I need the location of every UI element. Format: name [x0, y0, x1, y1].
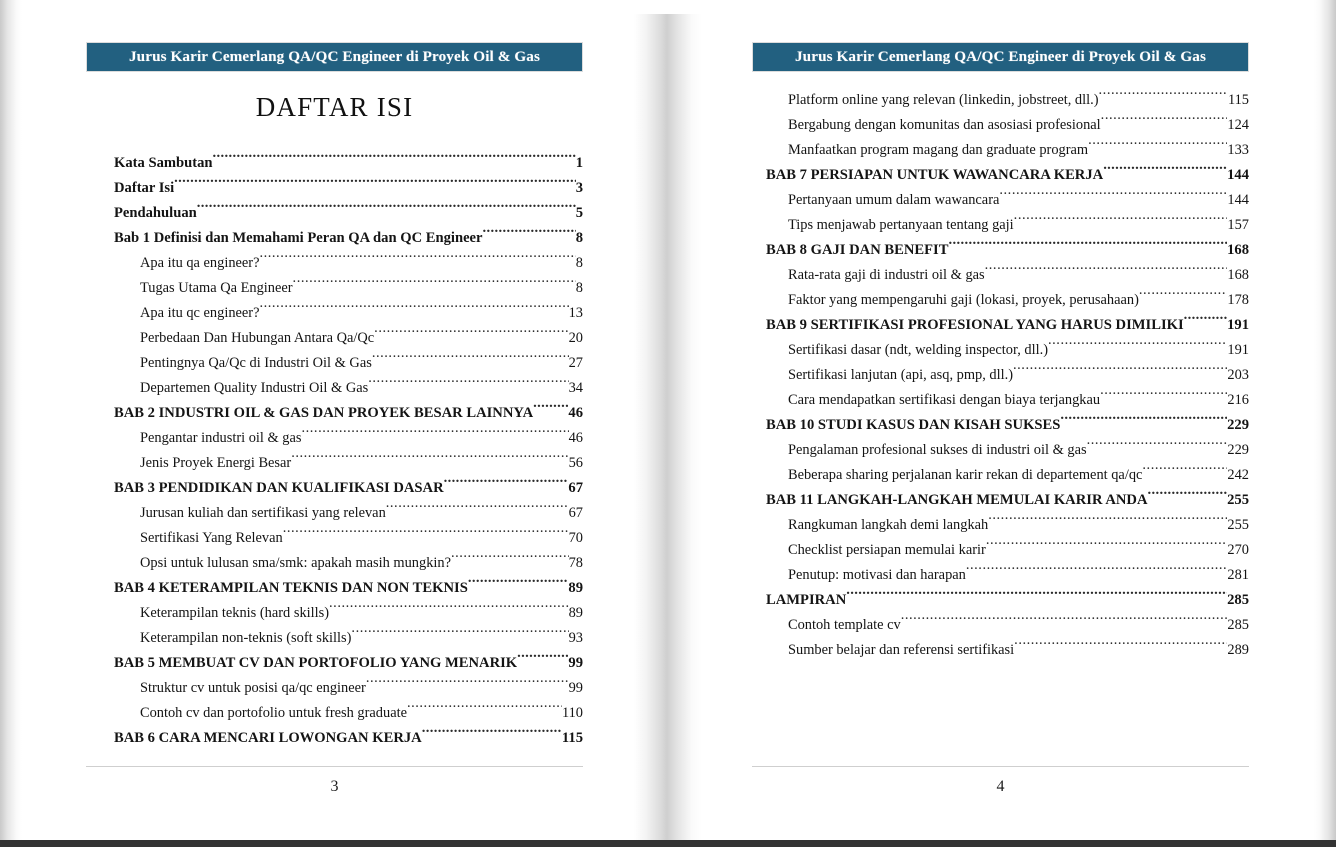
toc-entry[interactable] — [86, 251, 583, 276]
toc-entry-label: BAB 3 PENDIDIKAN DAN KUALIFIKASI DASAR — [114, 480, 444, 496]
toc-entry-page-number: 89 — [568, 580, 583, 596]
toc-entry-leader-dots — [483, 226, 576, 242]
toc-entry-label: Keterampilan non-teknis (soft skills) — [140, 630, 352, 646]
toc-entry-label: Sertifikasi dasar (ndt, welding inspector, dll.) — [788, 342, 1048, 358]
toc-entry[interactable] — [752, 438, 1249, 463]
toc-entry-page-number: 115 — [561, 730, 583, 746]
toc-entry[interactable] — [752, 513, 1249, 538]
toc-entry-label: Daftar Isi — [114, 180, 175, 196]
toc-entry-label: BAB 5 MEMBUAT CV DAN PORTOFOLIO YANG MENARIK — [114, 655, 518, 671]
toc-entry-page-number: 56 — [568, 455, 583, 471]
toc-entry-label: Sertifikasi Yang Relevan — [140, 530, 283, 546]
toc-entry-leader-dots — [1184, 313, 1227, 329]
toc-entry[interactable] — [752, 363, 1249, 388]
toc-entry-leader-dots — [1087, 438, 1228, 454]
toc-entry-label: BAB 6 CARA MENCARI LOWONGAN KERJA — [114, 730, 422, 746]
toc-entry[interactable] — [752, 288, 1249, 313]
toc-entry[interactable] — [752, 563, 1249, 588]
page-right — [668, 0, 1336, 840]
toc-entry-leader-dots — [422, 726, 562, 742]
toc-entry-label: BAB 7 PERSIAPAN UNTUK WAWANCARA KERJA — [766, 167, 1104, 183]
toc-entry-page-number: 191 — [1227, 317, 1249, 333]
toc-entry[interactable] — [86, 351, 583, 376]
toc-entry-page-number: 285 — [1227, 592, 1249, 608]
toc-entry-page-number: 133 — [1227, 142, 1249, 158]
toc-entry-label: Pertanyaan umum dalam wawancara — [788, 192, 1000, 208]
toc-entry-label: Struktur cv untuk posisi qa/qc engineer — [140, 680, 366, 696]
toc-entry-label: BAB 11 LANGKAH-LANGKAH MEMULAI KARIR ANDA — [766, 492, 1148, 508]
toc-entry-page-number: 67 — [568, 505, 583, 521]
toc-entry-page-number: 203 — [1227, 367, 1249, 383]
page-right-banner — [752, 42, 1249, 72]
toc-entry-leader-dots — [451, 551, 569, 567]
page-left-content — [86, 0, 583, 840]
toc-entry-leader-dots — [386, 501, 569, 517]
toc-entry-label: Tugas Utama Qa Engineer — [140, 280, 293, 296]
toc-entry[interactable] — [86, 326, 583, 351]
toc-entry-leader-dots — [468, 576, 569, 592]
toc-entry-leader-dots — [329, 601, 569, 617]
toc-entry[interactable] — [752, 488, 1249, 513]
toc-entry[interactable] — [86, 176, 583, 201]
toc-entry-leader-dots — [372, 351, 569, 367]
toc-entry[interactable] — [86, 376, 583, 401]
toc-entry[interactable] — [86, 476, 583, 501]
toc-entry[interactable] — [752, 213, 1249, 238]
toc-entry[interactable] — [752, 338, 1249, 363]
toc-entry[interactable] — [86, 676, 583, 701]
toc-entry[interactable] — [752, 238, 1249, 263]
toc-entry-label: Apa itu qc engineer? — [140, 305, 260, 321]
toc-entry[interactable] — [86, 576, 583, 601]
toc-entry-label: Checklist persiapan memulai karir — [788, 542, 986, 558]
page-right-content — [752, 0, 1249, 840]
page-left-outer-edge-shadow — [0, 0, 22, 840]
toc-entry[interactable] — [86, 451, 583, 476]
toc-entry-label: Pentingnya Qa/Qc di Industri Oil & Gas — [140, 355, 372, 371]
toc-entry[interactable] — [86, 601, 583, 626]
toc-entry-label: Contoh cv dan portofolio untuk fresh graduate — [140, 705, 407, 721]
toc-entry-page-number: 289 — [1227, 642, 1249, 658]
toc-entry-label: Apa itu qa engineer? — [140, 255, 260, 271]
toc-entry-leader-dots — [1100, 388, 1227, 404]
toc-entry-label: Tips menjawab pertanyaan tentang gaji — [788, 217, 1014, 233]
toc-entry[interactable] — [752, 188, 1249, 213]
book-spine-top-fade — [634, 0, 702, 14]
toc-entry[interactable] — [752, 113, 1249, 138]
toc-entry-page-number: 242 — [1227, 467, 1249, 483]
toc-entry-leader-dots — [1048, 338, 1227, 354]
bottom-bar — [0, 840, 1336, 847]
toc-entry[interactable] — [752, 163, 1249, 188]
toc-entry[interactable] — [86, 701, 583, 726]
toc-entry-page-number: 144 — [1227, 192, 1249, 208]
toc-entry-page-number: 168 — [1227, 242, 1249, 258]
toc-entry-page-number: 27 — [568, 355, 583, 371]
toc-entry[interactable] — [752, 413, 1249, 438]
toc-list-right — [752, 88, 1249, 663]
toc-entry-label: Cara mendapatkan sertifikasi dengan biaya terjangkau — [788, 392, 1101, 408]
toc-entry-leader-dots — [293, 276, 576, 292]
toc-entry-page-number: 255 — [1227, 492, 1249, 508]
toc-entry-label: Beberapa sharing perjalanan karir rekan di departement qa/qc — [788, 467, 1143, 483]
toc-entry[interactable] — [86, 276, 583, 301]
page-left — [0, 0, 668, 840]
toc-entry-page-number: 281 — [1227, 567, 1249, 583]
toc-entry-page-number: 13 — [568, 305, 583, 321]
toc-entry-leader-dots — [966, 563, 1228, 579]
toc-entry-page-number: 110 — [561, 705, 583, 721]
toc-entry-page-number: 285 — [1227, 617, 1249, 633]
toc-entry[interactable] — [86, 226, 583, 251]
toc-entry-label: Pengantar industri oil & gas — [140, 430, 302, 446]
toc-entry-leader-dots — [351, 626, 568, 642]
toc-entry-label: Jenis Proyek Energi Besar — [140, 455, 292, 471]
toc-entry-leader-dots — [174, 176, 576, 192]
toc-entry[interactable] — [752, 138, 1249, 163]
toc-entry-page-number: 70 — [568, 530, 583, 546]
toc-entry-label: Rangkuman langkah demi langkah — [788, 517, 989, 533]
toc-entry-page-number: 229 — [1227, 442, 1249, 458]
toc-entry-label: LAMPIRAN — [766, 592, 847, 608]
toc-entry-page-number: 229 — [1227, 417, 1249, 433]
toc-entry-page-number: 124 — [1227, 117, 1249, 133]
toc-entry[interactable] — [86, 651, 583, 676]
toc-entry[interactable] — [752, 88, 1249, 113]
toc-entry-label: Bab 1 Definisi dan Memahami Peran QA dan QC Engineer — [114, 230, 483, 246]
toc-entry-page-number: 216 — [1227, 392, 1249, 408]
toc-entry-label: Faktor yang mempengaruhi gaji (lokasi, proyek, perusahaan) — [788, 292, 1139, 308]
toc-entry-leader-dots — [366, 676, 569, 692]
toc-entry-leader-dots — [368, 376, 568, 392]
toc-entry-page-number: 115 — [1227, 92, 1249, 108]
toc-entry-page-number: 78 — [568, 555, 583, 571]
toc-entry-leader-dots — [986, 538, 1228, 554]
toc-entry-leader-dots — [1139, 288, 1228, 304]
toc-entry-leader-dots — [1099, 88, 1228, 104]
toc-entry-leader-dots — [1014, 638, 1227, 654]
toc-entry-page-number: 99 — [568, 655, 583, 671]
toc-entry-leader-dots — [901, 613, 1228, 629]
toc-entry-leader-dots — [1103, 163, 1227, 179]
page-left-footer-rule — [86, 766, 583, 767]
toc-entry-page-number: 5 — [575, 205, 583, 221]
toc-entry-page-number: 8 — [575, 230, 583, 246]
toc-entry-page-number: 8 — [575, 280, 583, 296]
toc-entry-page-number: 93 — [568, 630, 583, 646]
toc-entry-page-number: 89 — [568, 605, 583, 621]
toc-entry[interactable] — [752, 463, 1249, 488]
toc-entry-label: Pendahuluan — [114, 205, 197, 221]
toc-entry-leader-dots — [988, 513, 1227, 529]
toc-entry-leader-dots — [517, 651, 568, 667]
toc-entry-leader-dots — [999, 188, 1227, 204]
page-left-banner — [86, 42, 583, 72]
toc-entry-label: Departemen Quality Industri Oil & Gas — [140, 380, 369, 396]
toc-entry-page-number: 168 — [1227, 267, 1249, 283]
toc-entry-label: BAB 8 GAJI DAN BENEFIT — [766, 242, 949, 258]
toc-entry[interactable] — [752, 538, 1249, 563]
toc-entry[interactable] — [752, 313, 1249, 338]
toc-entry[interactable] — [86, 151, 583, 176]
toc-entry[interactable] — [86, 301, 583, 326]
toc-entry-leader-dots — [1142, 463, 1227, 479]
toc-entry[interactable] — [86, 526, 583, 551]
toc-entry-page-number: 1 — [575, 155, 583, 171]
toc-entry-leader-dots — [1014, 213, 1228, 229]
toc-entry-page-number: 8 — [575, 255, 583, 271]
toc-entry-label: Rata-rata gaji di industri oil & gas — [788, 267, 985, 283]
toc-entry[interactable] — [86, 501, 583, 526]
toc-entry-label: Contoh template cv — [788, 617, 901, 633]
toc-entry[interactable] — [86, 426, 583, 451]
toc-entry-label: Penutup: motivasi dan harapan — [788, 567, 966, 583]
toc-entry-page-number: 99 — [568, 680, 583, 696]
toc-entry-page-number: 46 — [568, 430, 583, 446]
toc-entry-label: Opsi untuk lulusan sma/smk: apakah masih mungkin? — [140, 555, 451, 571]
toc-entry-label: Kata Sambutan — [114, 155, 213, 171]
toc-entry-page-number: 255 — [1227, 517, 1249, 533]
toc-entry-page-number: 46 — [568, 405, 583, 421]
page-right-page-number: 4 — [996, 778, 1005, 795]
toc-entry-label: BAB 9 SERTIFIKASI PROFESIONAL YANG HARUS DIMILIKI — [766, 317, 1184, 333]
toc-entry-leader-dots — [846, 588, 1227, 604]
page-left-page-number: 3 — [330, 778, 339, 795]
toc-entry-label: Keterampilan teknis (hard skills) — [140, 605, 330, 621]
toc-list-left — [86, 151, 583, 751]
toc-entry-leader-dots — [1101, 113, 1228, 129]
toc-entry[interactable] — [86, 551, 583, 576]
toc-entry[interactable] — [752, 638, 1249, 663]
toc-entry-label: Sertifikasi lanjutan (api, asq, pmp, dll.) — [788, 367, 1014, 383]
toc-entry-label: Platform online yang relevan (linkedin, jobstreet, dll.) — [788, 92, 1099, 108]
toc-entry[interactable] — [752, 588, 1249, 613]
banner-title-text: Jurus Karir Cemerlang QA/QC Engineer di Proyek Oil & Gas — [794, 48, 1206, 65]
toc-entry-page-number: 67 — [568, 480, 583, 496]
toc-entry-leader-dots — [407, 701, 562, 717]
page-right-footer-rule — [752, 766, 1249, 767]
toc-entry[interactable] — [86, 726, 583, 751]
toc-entry[interactable] — [86, 626, 583, 651]
toc-entry[interactable] — [752, 388, 1249, 413]
toc-entry-leader-dots — [948, 238, 1227, 254]
toc-entry[interactable] — [86, 201, 583, 226]
toc-entry-label: Sumber belajar dan referensi sertifikasi — [788, 642, 1015, 658]
toc-entry-page-number: 20 — [568, 330, 583, 346]
toc-entry-page-number: 178 — [1227, 292, 1249, 308]
toc-entry-label: Manfaatkan program magang dan graduate program — [788, 142, 1089, 158]
toc-entry-label: Jurusan kuliah dan sertifikasi yang relevan — [140, 505, 386, 521]
toc-entry-leader-dots — [283, 526, 569, 542]
toc-entry-leader-dots — [291, 451, 568, 467]
toc-entry-page-number: 157 — [1227, 217, 1249, 233]
toc-entry[interactable] — [86, 401, 583, 426]
toc-entry-label: BAB 10 STUDI KASUS DAN KISAH SUKSES — [766, 417, 1061, 433]
toc-entry-leader-dots — [1060, 413, 1227, 429]
banner-title-text: Jurus Karir Cemerlang QA/QC Engineer di Proyek Oil & Gas — [128, 48, 540, 65]
toc-entry-leader-dots — [213, 151, 576, 167]
toc-entry-page-number: 270 — [1227, 542, 1249, 558]
toc-entry-page-number: 144 — [1227, 167, 1249, 183]
toc-entry[interactable] — [752, 613, 1249, 638]
toc-entry-leader-dots — [259, 251, 575, 267]
toc-entry-leader-dots — [985, 263, 1228, 279]
toc-entry-leader-dots — [374, 326, 568, 342]
toc-entry-leader-dots — [301, 426, 568, 442]
toc-entry-leader-dots — [1013, 363, 1227, 379]
toc-entry-leader-dots — [444, 476, 569, 492]
toc-entry[interactable] — [752, 263, 1249, 288]
toc-entry-leader-dots — [1088, 138, 1227, 154]
toc-entry-label: Pengalaman profesional sukses di industri oil & gas — [788, 442, 1087, 458]
toc-entry-label: BAB 2 INDUSTRI OIL & GAS DAN PROYEK BESAR LAINNYA — [114, 405, 534, 421]
toc-entry-page-number: 34 — [568, 380, 583, 396]
toc-entry-leader-dots — [533, 401, 568, 417]
page-right-outer-edge-shadow — [1314, 0, 1336, 840]
page-title: DAFTAR ISI — [255, 92, 414, 122]
toc-entry-label: BAB 4 KETERAMPILAN TEKNIS DAN NON TEKNIS — [114, 580, 468, 596]
toc-entry-label: Bergabung dengan komunitas dan asosiasi profesional — [788, 117, 1101, 133]
toc-entry-label: Perbedaan Dan Hubungan Antara Qa/Qc — [140, 330, 375, 346]
toc-entry-leader-dots — [1147, 488, 1227, 504]
toc-entry-page-number: 191 — [1227, 342, 1249, 358]
toc-entry-leader-dots — [197, 201, 576, 217]
toc-entry-leader-dots — [259, 301, 568, 317]
toc-entry-page-number: 3 — [575, 180, 583, 196]
